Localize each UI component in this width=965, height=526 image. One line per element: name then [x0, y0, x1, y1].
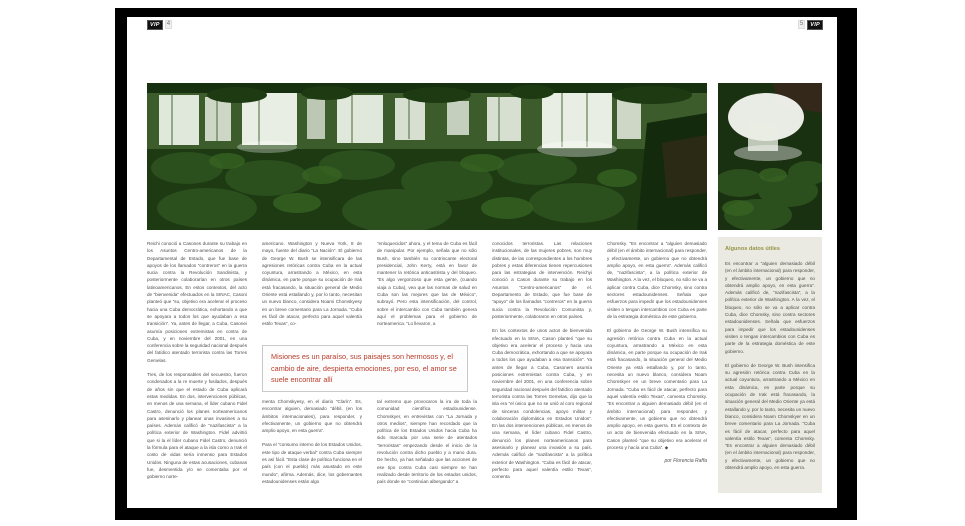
sidebar-paragraph: El gobierno de George W. Bush intensifica su agresión retórica contra Cuba en la actual coyuntura, arrastrando a México en esta dinámica, en parte porque su ocupación de Irak está fracasando, la situación general del Medio Oriente ya está estallando y, por lo tanto, necesita un nuevo blanco, considera Noam Chomskyer en un breve comentario para La Jornada. “Cuba es fácil de atacar, perfecto para aquel valentía estilo Texas”, comenta Chomsky. “Es encontrar a alguien demasiado débil (en el ámbito internacional) para responder, y efectivamente, un gobierno que no obtendrá amplio apoyo, en esta guerra.	[725, 362, 815, 471]
iguazu-falls-panorama-photo	[147, 83, 707, 230]
sidebar-useful-facts	[718, 237, 822, 493]
body-paragraph: Reichi conoció a Casones durante su trabajo en los Asuntos Centro-americanos de la Departamental de Estado, que fue base de apoyos de los llamados “contreros” en la guerra sucia contra la Revolución Sandinista, y posteriormente colaborarían en otros países latinoamericanos. En estos contextos, del acto de “bienvenida” efectuados en la SINAC, Casoni planteó que “su, objetivo era acelerar el proceso hacia una Cuba democrática, exhortando a que se apoyara a todos los que ayudaban a esa transición”. Ya, antes de llegar, a Cuba, Casonei asumía posiciones extremistas en contra de Cuba, y en noviembre del 2001, en una conferencia sobre la seguridad nacional después del fatídico atentado terrorista contra las Torres Gemelas.	[147, 241, 247, 363]
page-badge-right	[798, 20, 823, 29]
body-paragraph: En los contextos de unos actos de bienvenida efectuado en la SINA, Cason planteó “que su objetivo era acelerar el proceso y hacia una Cuba democrática, exhortando a que se apoyara a todos los que ayudaban a esa transición”. Ya antes de llegar a Cuba, Casoners asumía posiciones extremistas contra Cuba, y en noviembre del 2001, en una conferencia sobre seguridad nacional después del fatídico atentado terrorista contra las Torres Gemelas, dijo que la isla era “el único que no se unió al coro regional de sinceras condolencias, apoyo militar y colaboración diplomática en Estados Unidos”. En las dos intervenciones públicas, en menos de una semana, el líder cubano Fidel Castro, denunció los planes norteamericanos para asesinarlo y planear una invasión a su país. Además calificó de “nazifascista” a la política exterior de Washington. “Cuba es fácil de atacar, perfecto para aquel valentía estilo Texas”, comenta	[492, 328, 592, 480]
spread-page	[127, 17, 837, 508]
pull-quote-box	[262, 345, 468, 392]
article-column-3-bottom	[377, 398, 477, 504]
pull-quote-text: Misiones es un paraíso, sus paisajes son hermosos y, el cambio de aire, despierta emociones, por eso, el amor se suele encontrar allí	[271, 352, 457, 385]
page-number-left: 4	[166, 21, 171, 27]
page-number-right: 5	[799, 21, 804, 27]
article-column-2-bottom	[262, 398, 362, 504]
article-column-4	[492, 240, 592, 502]
page-badge-left	[147, 20, 172, 29]
sidebar-paragraph: Es encontrar a “alguien demasiado débil (en el ámbito internacional) para responder, y efectivamente, un gobierno que no obtendrá amplio apoyo, en esta guerra”. Además calificó de, “nazifascista”, a la política exterior de Washington. A la vez, el bloqueo, no sólo se va a aplicar contra Cuba, dice Chomsky, sino contra sectores estadounidenses. Señala que esfuerzos para impedir que los estadounidenses visiten o tengan intercambios con Cuba es parte de la estrategia doméstica de este gobierno.	[725, 261, 815, 354]
sidebar-title: Algunos datos útiles	[725, 246, 781, 252]
waterfall-side-photo	[718, 83, 822, 230]
body-paragraph: Tres, de los responsables del secuestro, fueron condenados a la re muerte y fusilados, después de años sin que el estado de Cuba aplicará estas medidas. En dos, intervenciones públicas, en menos de una semana, el líder cubano Fidel Castro, denunció los planes norteamericanos para asesinarlo y planear unas invasines a su países. Además calificó de “nazifascista” a la política exterior de Washington. Fidel advirtió que si la el líder cubano Fidel Castro, denunció la fórmula para el ataque a la isla como a Irak el costo de vidas sería inmenso para Estados Unidos. Ninguna de estas acusaciones, cubanas fue, desmentida y/o se comentaba por el gobierno norte-	[147, 372, 247, 480]
author-credit: por Florencia Raffa	[664, 458, 707, 465]
body-paragraph: menta Chomskyesy, en el diario “Clarín”. Es, encontrar alguien, demasiado “débil, (en los ámbitos internacionales), para responder, y efectivamente, un gobierno que no obtendrá amplio apoyo, en esta guerra”.	[262, 399, 362, 434]
body-paragraph: conocidos terroristas. Las relaciones institucionales, de las mujeres pobres, son muy distintas, de las correspondientes a los hombres pobres y estas diferencias tienen repercusiones para las estrategias de intervención. Reichyi conoció a Cason durante su trabajo en los Asuntos “Centro-americanos” de el. Departamento de Estado, que fue base de “apoyo” de los llamados “contreros” en la guerra sucia contra la Revolución Comunista y, posteriormente, colaboraron en otros países.	[492, 241, 592, 319]
vip-logo-icon: VIP	[147, 20, 163, 30]
article-column-5	[607, 240, 707, 502]
body-paragraph: “enloquecidos” ahora, y el tema de Cuba es fácil de manipular. Por ejemplo, señala que no sólo Bush, sino también su contrincante electoral presidencial, John Kerry, está en favor de mantener la retórica anticastrista y del bloqueo. “Es algo vergonzoso que esta gente, (cuando viaja a Cuba), vea que las normas de salud en Cuba son las mejores que las de México”, subrayó. Pero esta intensificación, del control, sobre el intercambio con Cuba también genera aquí el problemas para el gobierno de norteamerica. “Lo llevaron, a	[377, 241, 477, 327]
article-column-1	[147, 240, 247, 502]
article-column-3-top	[377, 240, 477, 340]
body-paragraph: El gobierno de George W. Bush intensifica su agresión retórica contra Cuba en la actual coyuntura, arrastrando a México en esta dinámica, en parte porque su ocupación de Irak está fracasando, la situación general del Medio Oriente ya está estallando y, por lo tanto, necesita un nuevo blanco, considera Noam Chomskyer en un breve comentario para La Jornada. “Cuba es fácil de atacar, perfecto para aquel valentía estilo Texas”, comenta Chomsky. “Es encontrar a alguien demasiado débil (en el ámbito internacional) para responder, y efectivamente, un gobierno que no obtendrá amplio apoyo, en esta guerra. En el contexto de un acto de bienvenida efectuado en la SINA, Cason planteó “que su objetivo era acelerar el proceso y hacía una Cuba”. ◆	[607, 328, 707, 451]
body-paragraph: Chomsky. “Es encontrar a “alguien demasiado débil (en el ámbito internacional) para responder, y efectivamente, un gobierno que no obtendrá amplio apoyo, en esta guerra”. Además calificó de, “nazifascista”, a la política exterior de Washington. A la vez, el bloqueo, no sólo se va a aplicar contra Cuba, dice Chomsky, sino contra sectores estadounidenses. Señala que esfuerzos para impedir que los estadounidenses visiten o tengan intercambios con Cuba es parte de la estrategia doméstica de este gobierno.	[607, 241, 707, 319]
body-paragraph: Para el “consumo interno de los Estados Unidos, este tipo de ataque verbal” contra Cuba siempre es así fácil. “Esta clase de política funciona en el país (con el pueblo) más asustado en este mundo”, afirma. Además, dice, los gobernantes estadounidenses están algo	[262, 442, 362, 484]
body-paragraph: americano. Washington y Nueva York, 8 de mayo, fuente del diario “La Nación”. El gobierno de George W. Bush se intensificara de las agresiones retóricas contra Cuba en la actual coyuntura, arrastrando a México, en esta dinámica, en parte porque su ocupación de Irak está fracasando, la situación general de Medio Oriente está estallando y, por lo tanto, necesitan un nuevo blanco, considera Noami Chomskyesy en un breve comentario para La Jornada. “Cuba es fácil de atacar, perfecto para aquel valentía estilo Texas”, co-	[262, 241, 362, 327]
article-column-2-top	[262, 240, 362, 338]
body-paragraph: tal extremo que provocaron la ira de toda la comunidad científica estadounidense. Chomskyer, en entrevistas con “La Jornada y otros medios”, siempre han recordado que la política de los Estados Unidos hacia Cuba ha sido marcada por una serie de atentados “terroristas” empezando desde el inicio de la revolución contra dicho pueblo y a mano dura. De hecho, ya has señalado que las acciones de ese tipo contra Cuba casi siempre se han realizado desde territorio de los estados unidos, país donde se “continúan albergando” a	[377, 399, 477, 485]
vip-logo-icon: VIP	[807, 20, 823, 30]
